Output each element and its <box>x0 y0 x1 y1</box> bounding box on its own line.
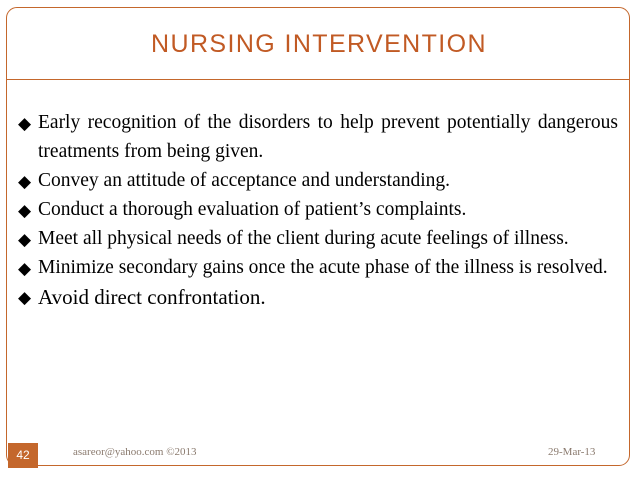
bullet-item <box>18 282 618 312</box>
page-number-badge: 42 <box>8 443 38 468</box>
bullet-item <box>18 253 618 282</box>
bullet-list <box>18 108 618 312</box>
bullet-icon: ◆ <box>18 172 32 191</box>
bullet-text: Conduct a thorough evaluation of patient’s complaints. <box>38 199 467 220</box>
slide-title: NURSING INTERVENTION <box>151 30 487 58</box>
bullet-text: Minimize secondary gains once the acute phase of the illness is resolved. <box>38 257 608 278</box>
footer-author: asareor@yahoo.com ©2013 <box>73 446 197 458</box>
bullet-icon: ◆ <box>18 114 32 133</box>
footer-date: 29-Mar-13 <box>548 446 596 458</box>
bullet-item <box>18 108 618 166</box>
bullet-text: Convey an attitude of acceptance and understanding. <box>38 170 451 191</box>
bullet-text: Early recognition of the disorders to help prevent potentially dangerous treatments from being given. <box>38 112 618 162</box>
bullet-icon: ◆ <box>18 259 32 278</box>
bullet-icon: ◆ <box>18 201 32 220</box>
bullet-item <box>18 195 618 224</box>
bullet-item <box>18 224 618 253</box>
title-divider <box>7 79 630 80</box>
bullet-item <box>18 166 618 195</box>
bullet-text: Avoid direct confrontation. <box>38 285 266 309</box>
bullet-text: Meet all physical needs of the client during acute feelings of illness. <box>38 228 569 249</box>
bullet-icon: ◆ <box>18 230 32 249</box>
bullet-icon: ◆ <box>18 288 32 307</box>
